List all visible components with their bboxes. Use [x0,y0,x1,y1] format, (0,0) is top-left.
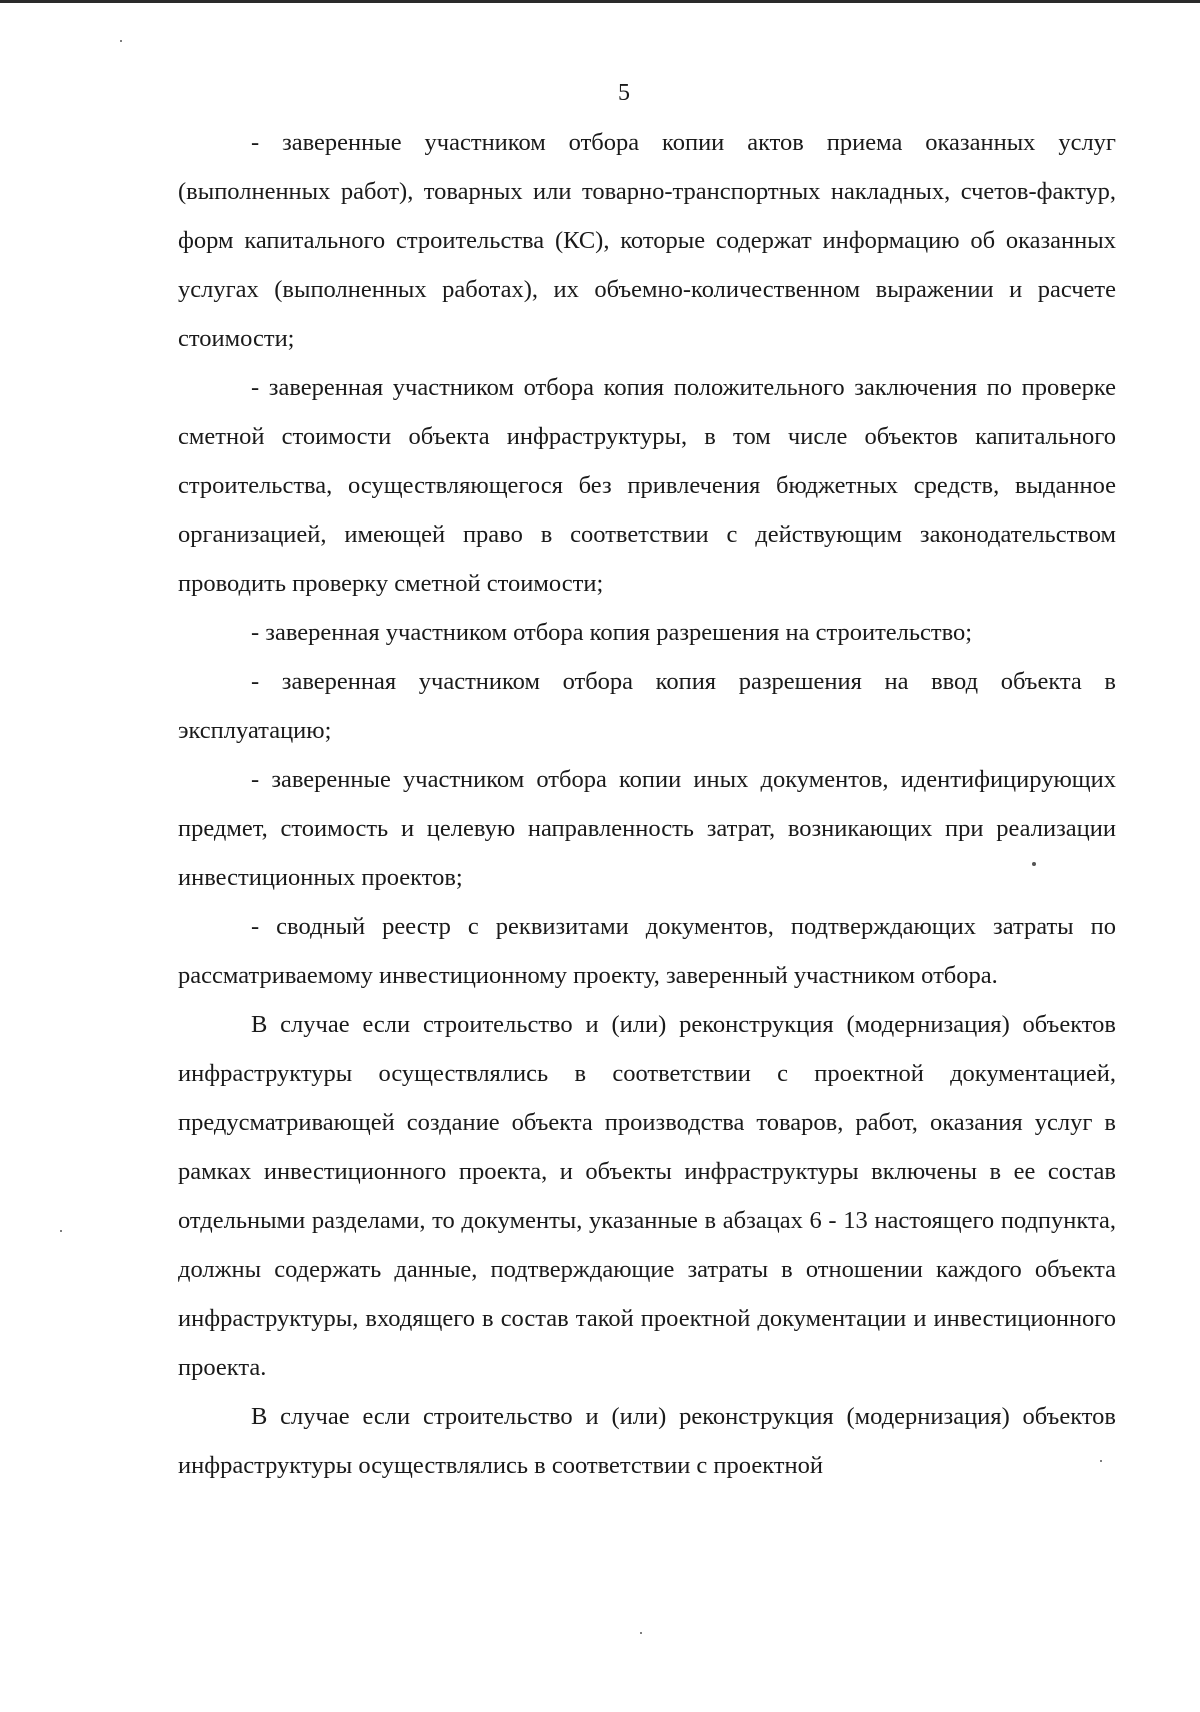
scan-speck [1100,1460,1102,1462]
scan-speck [1032,862,1036,866]
paragraph-infrastructure-case-2: В случае если строительство и (или) реконструкция (модернизация) объектов инфраструктуры осуществлялись в соответствии с проектной [178,1403,1116,1479]
document-body [178,118,1116,1490]
scan-speck [60,1230,62,1232]
top-edge-rule [0,0,1200,3]
paragraph-infrastructure-case-1: В случае если строительство и (или) реконструкция (модернизация) объектов инфраструктуры осуществлялись в соответствии с проектной документацией, предусматривающей создание объекта производства товаров, работ, оказания услуг в рамках инвестиционного проекта, и объекты инфраструктуры включены в ее состав отдельными разделами, то документы, указанные в абзацах 6 - 13 настоящего подпункта, должны содержать данные, подтверждающие затраты в отношении каждого объекта инфраструктуры, входящего в состав такой проектной документации и инвестиционного проекта. [178,1011,1116,1381]
paragraph-summary-register: - сводный реестр с реквизитами документов, подтверждающих затраты по рассматриваемому инвестиционному проекту, заверенный участником отбора. [178,913,1116,989]
paragraph-other-documents: - заверенные участником отбора копии иных документов, идентифицирующих предмет, стоимость и целевую направленность затрат, возникающих при реализации инвестиционных проектов; [178,766,1116,891]
paragraph-construction-permit: - заверенная участником отбора копия разрешения на строительство; [251,619,973,646]
page-number: 5 [618,80,630,106]
paragraph-cost-estimate-conclusion: - заверенная участником отбора копия положительного заключения по проверке сметной стоимости объекта инфраструктуры, в том числе объектов капитального строительства, осуществляющегося без привлечения бюджетных средств, выданное организацией, имеющей право в соответствии с действующим законодательством проводить проверку сметной стоимости; [178,374,1116,597]
scan-speck [120,40,122,42]
scan-speck [640,1632,642,1634]
paragraph-certified-acts: - заверенные участником отбора копии актов приема оказанных услуг (выполненных работ), товарных или товарно-транспортных накладных, счетов-фактур, форм капитального строительства (КС), которые содержат информацию об оказанных услугах (выполненных работах), их объемно-количественном выражении и расчете стоимости; [178,129,1116,352]
paragraph-commissioning-permit: - заверенная участником отбора копия разрешения на ввод объекта в эксплуатацию; [178,668,1116,744]
